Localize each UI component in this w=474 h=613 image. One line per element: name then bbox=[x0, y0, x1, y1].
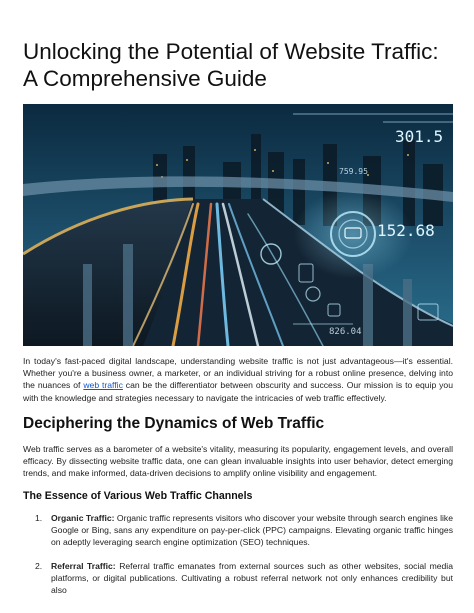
list-item-text: Referral traffic emanates from external sources such as other websites, social media platforms, or digital publications. Cultivating a robust referral network not only enhances credibility but also bbox=[51, 560, 453, 596]
list-item-text: Organic traffic represents visitors who discover your website through search engines like Google or Bing, sans any expenditure on pay-per-click (PPC) campaigns. Elevating organic traffic hinges on adeptly leveraging search engine optimization (SEO) techniques. bbox=[51, 513, 454, 548]
section-paragraph: Web traffic serves as a barometer of a website's vitality, measuring its popularity, engagement levels, and overall efficacy. By dissecting website traffic data, one can glean invaluable insights into user behavior, detect emerging trends, and make informed, data-driven decisions to amplify online visibility and engagement. bbox=[23, 444, 453, 479]
channels-list bbox=[23, 512, 453, 607]
hero-image-city-highway bbox=[23, 104, 453, 346]
list-item-label: Organic Traffic: bbox=[51, 513, 115, 523]
article-title: Unlocking the Potential of Website Traffic: A Comprehensive Guide bbox=[23, 39, 439, 91]
list-item bbox=[23, 560, 453, 597]
intro-text-after: can be the differentiator between obscurity and success. Our mission is to equip you with the knowledge and strategies necessary to navigate the intricacies of web traffic effectively. bbox=[23, 380, 453, 403]
list-item-number: 1. bbox=[35, 513, 43, 523]
hero-number-3: 759.95 bbox=[339, 167, 368, 176]
section-heading: Deciphering the Dynamics of Web Traffic bbox=[23, 415, 325, 432]
intro-paragraph bbox=[23, 355, 453, 404]
hero-number-1: 301.5 bbox=[395, 127, 444, 146]
hero-number-2: 152.68 bbox=[377, 221, 435, 240]
web-traffic-link[interactable]: web traffic bbox=[83, 380, 123, 391]
list-item bbox=[23, 512, 453, 549]
intro-text-before: In today's fast-paced digital landscape, understanding website traffic is not just advantageous—it's essential. Whether you're a business owner, a marketer, or an individual striving for a robust online presence, delving into the nuances of bbox=[23, 356, 453, 391]
channels-subheading: The Essence of Various Web Traffic Channels bbox=[23, 490, 253, 502]
hero-number-4: 826.04 bbox=[329, 327, 362, 337]
list-item-number: 2. bbox=[35, 560, 43, 571]
list-item-label: Referral Traffic: bbox=[51, 560, 116, 571]
